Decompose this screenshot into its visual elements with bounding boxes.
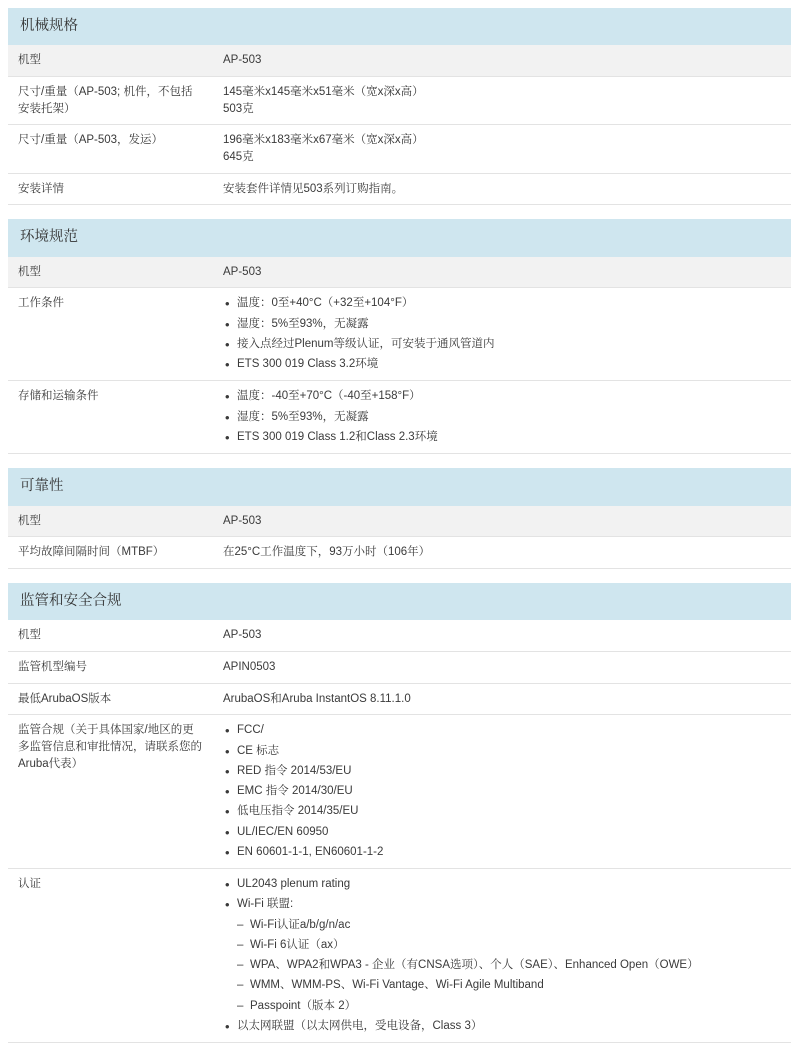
row-value [213, 537, 791, 569]
row-label: 监管机型编号 [8, 652, 213, 684]
table-row [8, 45, 791, 76]
row-value [213, 45, 791, 76]
list-item [223, 896, 781, 1015]
table-row [8, 506, 791, 537]
list-item [223, 388, 781, 405]
list-item [223, 803, 781, 820]
row-value [213, 652, 791, 684]
table-row [8, 173, 791, 205]
row-value [213, 715, 791, 869]
list-item-text: Wi-Fi 联盟: [237, 898, 294, 911]
list-item [223, 722, 781, 739]
list-item-text: UL2043 plenum rating [237, 878, 351, 891]
row-value [213, 381, 791, 454]
row-label: 安装详情 [8, 173, 213, 205]
row-value [213, 506, 791, 537]
list-item [223, 409, 781, 426]
table-row [8, 288, 791, 381]
spec-section [8, 468, 791, 569]
list-item [223, 356, 781, 373]
list-item-text: ETS 300 019 Class 1.2和Class 2.3环境 [237, 430, 438, 443]
spec-table [8, 506, 791, 569]
row-value [213, 257, 791, 288]
value-line: AP-503 [223, 514, 262, 527]
spec-table [8, 257, 791, 454]
bullet-list [223, 876, 781, 1035]
row-label: 尺寸/重量（AP-503; 机件，不包括安装托架） [8, 77, 213, 125]
row-label: 机型 [8, 257, 213, 288]
value-line: 安装套件详情见503系列订购指南。 [223, 182, 404, 195]
table-row [8, 381, 791, 454]
row-label: 最低ArubaOS版本 [8, 683, 213, 715]
sub-list-item: – WPA、WPA2和WPA3 - 企业（有CNSA选项）、个人（SAE）、Enhanced Open（OWE） [237, 957, 781, 974]
value-line: 在25°C工作温度下，93万小时（106年） [223, 546, 431, 559]
row-label: 平均故障间隔时间（MTBF） [8, 537, 213, 569]
list-item-text: 湿度：5%至93%，无凝露 [237, 317, 369, 330]
row-label: 机型 [8, 620, 213, 651]
table-row [8, 620, 791, 651]
list-item-text: 湿度：5%至93%，无凝露 [237, 410, 369, 423]
list-item-text: 温度：-40至+70°C（-40至+158°F） [237, 390, 421, 403]
row-label: 工作条件 [8, 288, 213, 381]
list-item-text: EMC 指令 2014/30/EU [237, 785, 353, 798]
row-label: 监管合规（关于具体国家/地区的更多监管信息和审批情况，请联系您的Aruba代表） [8, 715, 213, 869]
row-value [213, 125, 791, 173]
list-item-text: ETS 300 019 Class 3.2环境 [237, 358, 379, 371]
section-title: 监管和安全合规 [8, 583, 791, 620]
page-bottom-spacer [8, 1057, 791, 1063]
spec-section [8, 8, 791, 205]
list-item-text: 低电压指令 2014/35/EU [237, 805, 359, 818]
table-row [8, 652, 791, 684]
list-item-text: 接入点经过Plenum等级认证，可安装于通风管道内 [237, 337, 495, 350]
list-item [223, 844, 781, 861]
section-title: 环境规范 [8, 219, 791, 256]
row-value [213, 77, 791, 125]
row-label: 机型 [8, 45, 213, 76]
row-label: 尺寸/重量（AP-503，发运） [8, 125, 213, 173]
sub-list-item: – Wi-Fi 6认证（ax） [237, 937, 781, 954]
list-item [223, 295, 781, 312]
list-item-text: UL/IEC/EN 60950 [237, 825, 329, 838]
spec-sections [8, 8, 791, 1043]
list-item-text: CE 标志 [237, 744, 280, 757]
spec-section [8, 219, 791, 454]
section-title: 机械规格 [8, 8, 791, 45]
list-item [223, 876, 781, 893]
value-line: ArubaOS和Aruba InstantOS 8.11.1.0 [223, 692, 411, 705]
list-item [223, 1018, 781, 1035]
row-label: 机型 [8, 506, 213, 537]
bullet-list [223, 295, 781, 373]
sub-list-item: – WMM、WMM-PS、Wi-Fi Vantage、Wi-Fi Agile Multiband [237, 977, 781, 994]
value-line: APIN0503 [223, 661, 276, 674]
list-item [223, 743, 781, 760]
table-row [8, 77, 791, 125]
spec-table [8, 45, 791, 205]
bullet-list [223, 388, 781, 446]
row-label: 存储和运输条件 [8, 381, 213, 454]
table-row [8, 683, 791, 715]
value-line: 196毫米x183毫米x67毫米（宽x深x高） [223, 134, 424, 147]
spec-table [8, 620, 791, 1043]
bullet-list [223, 722, 781, 861]
row-value [213, 869, 791, 1043]
list-item [223, 429, 781, 446]
value-line: AP-503 [223, 54, 262, 67]
table-row [8, 869, 791, 1043]
value-line: 503克 [223, 102, 254, 115]
sub-bullet-list [237, 917, 781, 1015]
list-item [223, 316, 781, 333]
list-item-text: FCC/ [237, 724, 264, 737]
row-value [213, 620, 791, 651]
list-item [223, 783, 781, 800]
table-row [8, 257, 791, 288]
sub-list-item: – Wi-Fi认证a/b/g/n/ac [237, 917, 781, 934]
value-line: AP-503 [223, 629, 262, 642]
table-row [8, 537, 791, 569]
section-title: 可靠性 [8, 468, 791, 505]
value-line: AP-503 [223, 265, 262, 278]
row-value [213, 173, 791, 205]
spec-section [8, 583, 791, 1043]
list-item-text: 温度：0至+40°C（+32至+104°F） [237, 297, 414, 310]
row-value [213, 288, 791, 381]
list-item-text: RED 指令 2014/53/EU [237, 764, 352, 777]
list-item [223, 763, 781, 780]
list-item [223, 336, 781, 353]
table-row [8, 715, 791, 869]
row-value [213, 683, 791, 715]
list-item [223, 824, 781, 841]
value-line: 645克 [223, 151, 254, 164]
value-line: 145毫米x145毫米x51毫米（宽x深x高） [223, 86, 424, 99]
list-item-text: 以太网联盟（以太网供电，受电设备，Class 3） [237, 1019, 483, 1032]
list-item-text: EN 60601-1-1, EN60601-1-2 [237, 845, 384, 858]
sub-list-item: – Passpoint（版本 2） [237, 998, 781, 1015]
row-label: 认证 [8, 869, 213, 1043]
table-row [8, 125, 791, 173]
